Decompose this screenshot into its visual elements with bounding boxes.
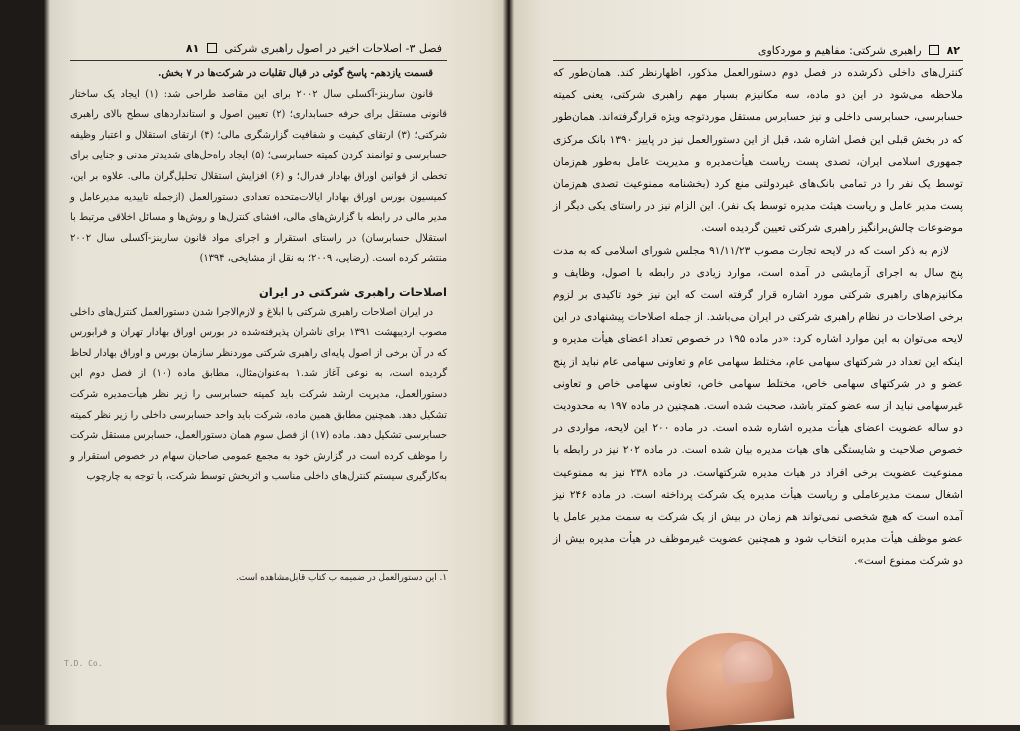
right-page-header (757, 44, 960, 57)
book-spine (503, 0, 514, 725)
publisher-stamp: T.D. Co. (64, 659, 103, 668)
left-page-number: ۸۱ (185, 42, 200, 55)
footnote: ۱. این دستورالعمل در ضمیمه ب کتاب قابل‌مشاهده است. (236, 573, 447, 583)
right-page-body (553, 62, 963, 573)
paragraph: قانون ساربنز-آکسلی سال ۲۰۰۲ برای این مقاصد طراحی شد: (۱) ایجاد یک ساختار قانونی مستقل برای حرفه حسابداری؛ (۲) تعیین اصول و استانداردهای سطح بالای راهبری شرکتی؛ (۳) ارتقای کیفیت و شفافیت گزارشگری مالی؛ (۴) ارتقای استقلال و اعتبار وظیفه حسابرسی و توانمند کردن کمیته حسابرسی؛ (۵) ایجاد راه‌حل‌های شدیدتر مدنی و جنایی برای تخطی از قوانین اوراق بهادار فدرال؛ و (۶) افزایش استقلال تحلیل‌گران مالی. علاوه بر این، کمیسیون بورس اوراق بهادار ایالات‌متحده تعدادی دستورالعمل (ازجمله تاییدیه مدیرعامل و مدیر مالی در رابطه با گزارش‌های مالی، افشای کنترل‌ها و روش‌ها و مسائل اخلاقی مرتبط با استقلال حسابرسان) در راستای استقرار و اجرای مواد قانون ساربنز-آکسلی سال ۲۰۰۲ منتشر کرده است. (رضایی، ۲۰۰۹؛ به نقل از مشایخی، ۱۳۹۴) (70, 88, 448, 265)
paragraph: در ایران اصلاحات راهبری شرکتی با ابلاغ و لازم‌الاجرا شدن دستورالعمل کنترل‌های داخلی مصوب اردیبهشت ۱۳۹۱ برای ناشران پذیرفته‌شده در بورس اوراق بهادار تهران و فرابورس که در آن برخی از اصول پایه‌ای راهبری شرکتی موردنظر سازمان بورس و اوراق بهادار لحاظ گردیده است، به نوعی آغاز شد.۱ به‌عنوان‌مثال، مطابق ماده (۱۰) از فصل دوم این دستورالعمل، مدیریت ارشد شرکت باید کمیته حسابرسی را زیر نظر هیأت‌مدیره شرکت تشکیل دهد. همچنین مطابق همین ماده، شرکت باید واحد حسابرسی داخلی را زیر نظر کمیته حسابرسی تشکیل دهد. ماده (۱۷) از فصل سوم همان دستورالعمل، حسابرس مستقل شرکت را موظف کرده است در گزارش خود به مجمع عمومی صاحبان سهام در خصوص استقرار و به‌کارگیری سیستم کنترل‌های داخلی مناسب و اثربخش توسط شرکت، با توجه به چارچوب (70, 306, 447, 483)
paragraph: لازم به ذکر است که در لایحه تجارت مصوب ۹۱/۱۱/۲۳ مجلس شورای اسلامی که به مدت پنج سال به اجرای آزمایشی در آمده است، موارد زیادی در رابطه با اصول، وظایف و مکانیزم‌های راهبری شرکتی مورد اشاره قرار گرفته است که این نیز خود تاکیدی بر لزوم برخی اصلاحات در نظام راهبری شرکتی در ایران می‌باشد. از جمله اصلاحات پیشنهادی در این لایحه می‌توان به این موارد اشاره کرد: «در ماده ۱۹۵ در خصوص تعداد اعضای هیأت مدیره و اینکه این تعداد در شرکتهای سهامی عام، مختلط سهامی عام و تعاونی سهامی عام نباید از پنج عضو و در شرکتهای سهامی خاص، مختلط سهامی خاص، تعاونی سهامی خاص و تعاونی غیرسهامی نباید از سه عضو کمتر باشد، صحبت شده است. همچنین در ماده ۱۹۷ به محدودیت دو ساله عضویت اعضای هیأت مدیره اشاره شده است. در ماده ۲۰۰ این لایحه، مواردی در خصوص صلاحیت و شایستگی های هیات مدیره بیان شده است. در ماده ۲۰۲ نیز در رابطه با ممنوعیت عضویت برخی افراد در هیات مدیره شرکتهاست. در ماده ۲۳۸ نیز به ممنوعیت اشغال سمت مدیرعاملی و ریاست هیأت مدیره یک شرکت پرداخته است. در ماده ۲۴۶ نیز آمده است که هیچ شخصی نمی‌تواند هم زمان در بیش از یک شرکت به سمت مدیر عامل یا عضو موظف هیأت مدیره انتخاب شود و همچنین عضویت غیرموظف در هیأت مدیره بیش از دو شرکت ممنوع است». (553, 244, 964, 568)
section-heading: اصلاحات راهبری شرکتی در ایران (258, 284, 447, 299)
right-page-number: ۸۲ (946, 44, 960, 57)
left-header-title: فصل ۳- اصلاحات اخیر در اصول راهبری شرکتی (224, 42, 442, 55)
footnote-rule (300, 570, 448, 571)
square-icon (929, 45, 939, 55)
subsection-heading: قسمت یازدهم- پاسخ گوئی در قبال تقلبات در شرکت‌ها در ۷ بخش. (157, 68, 433, 79)
left-page-body (70, 64, 447, 488)
left-header-rule (70, 60, 447, 61)
right-header-title: راهبری شرکتی: مفاهیم و موردکاوی (757, 44, 922, 57)
right-header-rule (553, 60, 963, 61)
paragraph: کنترل‌های داخلی ذکرشده در فصل دوم دستورالعمل مذکور، اظهارنظر کند. همان‌طور که ملاحظه می‌شود در این دو ماده، سه مکانیزم بسیار مهم راهبری شرکتی، یعنی کمیته حسابرسی، حسابرسی داخلی و نیز حسابرس مستقل موردتوجه ویژه قرارگرفته‌اند. همان‌طور که در بخش قبلی این فصل اشاره شد، قبل از این دستورالعمل نیز در پاییز ۱۳۹۰ بانک مرکزی جمهوری اسلامی ایران، تصدی پست ریاست هیأت‌مدیره و مدیریت عامل به‌طور هم‌زمان توسط یک نفر را در تمامی بانک‌های غیردولتی منع کرد (بخشنامه ممنوعیت تصدی هم‌زمان پست مدیر عامل و ریاست هیئت مدیره توسط یک نفر). این الزام نیز در راستای یکی دیگر از موضوعات چالش‌برانگیز راهبری شرکتی تعیین گردیده است. (553, 67, 963, 235)
left-page-header (90, 42, 442, 55)
square-icon (207, 43, 217, 53)
